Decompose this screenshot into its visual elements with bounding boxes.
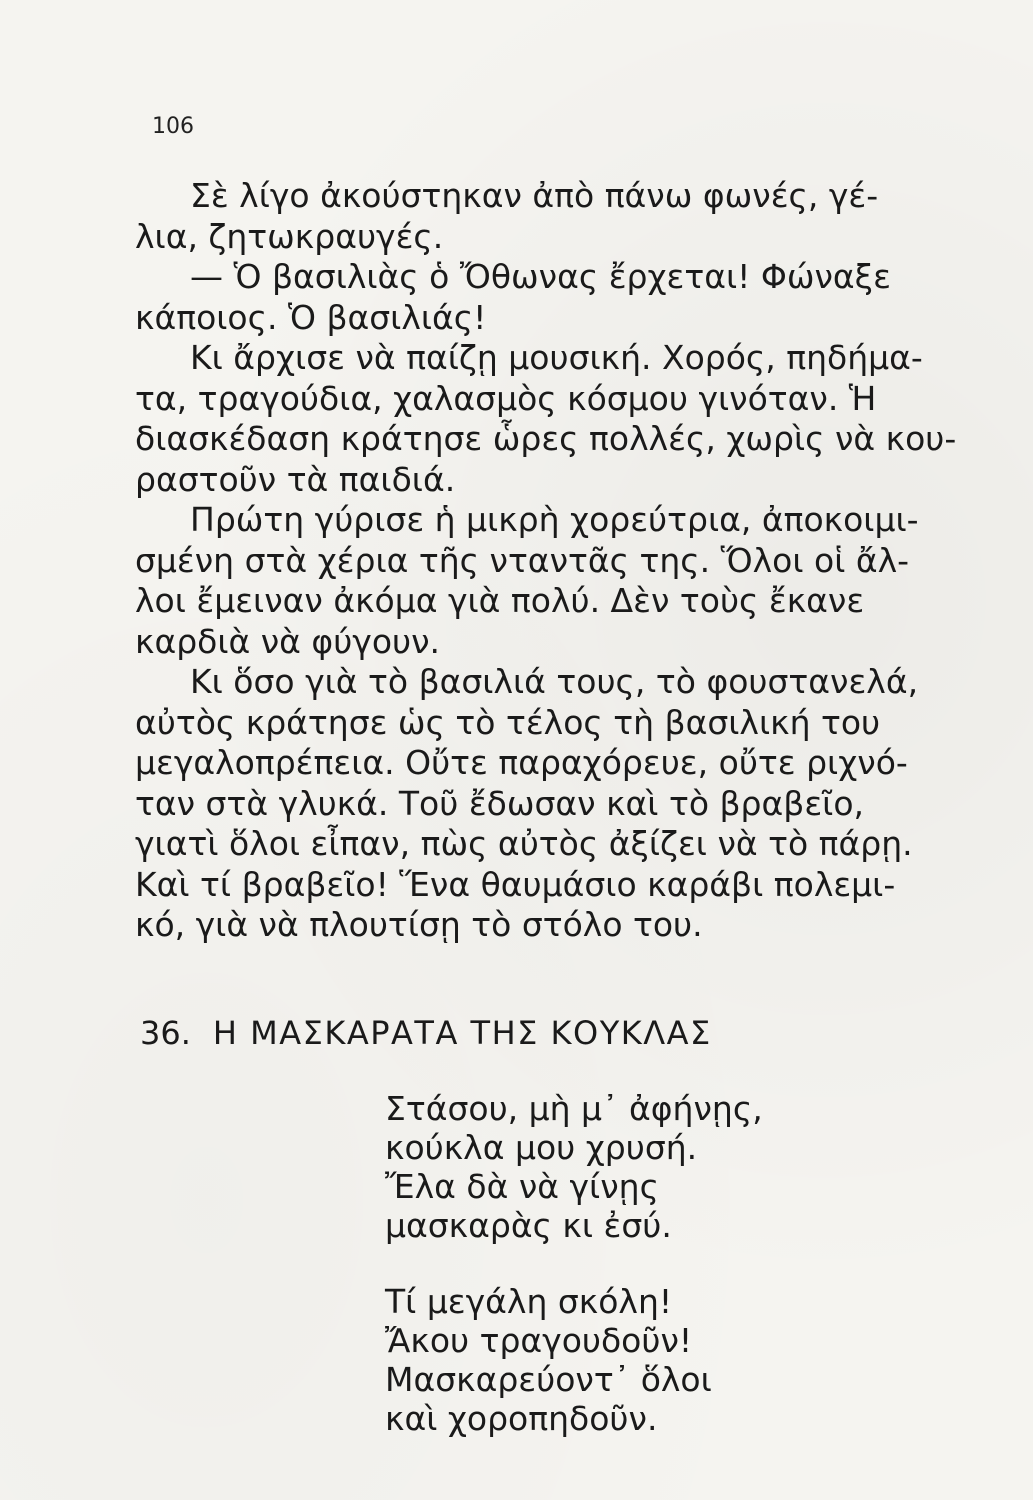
prose-line: διασκέδαση κράτησε ὧρες πολλές, χωρὶς νὰ κου-: [135, 419, 957, 458]
prose-line: καρδιὰ νὰ φύγουν.: [135, 621, 441, 661]
prose-line: αὐτὸς κράτησε ὡς τὸ τέλος τὴ βασιλική του: [135, 702, 881, 742]
poem-stanza: [385, 1282, 763, 1438]
poem-line: μασκαρὰς κι ἐσύ.: [385, 1206, 672, 1245]
prose-line: λια, ζητωκραυγές.: [135, 216, 444, 256]
prose-line: ραστοῦν τὰ παιδιά.: [135, 459, 456, 499]
prose-line: τα, τραγούδια, χαλασμὸς κόσμου γινόταν. Ἡ: [135, 378, 877, 418]
poem-line: Ἔλα δὰ νὰ γίνῃς: [385, 1167, 659, 1206]
page-number: 106: [152, 114, 194, 139]
prose-line: σμένη στὰ χέρια τῆς νταντᾶς της. Ὅλοι οἱ ἄλ-: [135, 540, 910, 580]
prose-line: γιατὶ ὅλοι εἶπαν, πὼς αὐτὸς ἀξίζει νὰ τὸ πάρῃ.: [135, 824, 913, 863]
poem-line: Τί μεγάλη σκόλη!: [385, 1282, 673, 1321]
prose-line: κό, γιὰ νὰ πλουτίσῃ τὸ στόλο του.: [135, 905, 703, 944]
prose-body: [135, 176, 1000, 946]
poem-line: καὶ χοροπηδοῦν.: [385, 1399, 658, 1438]
prose-line: μεγαλοπρέπεια. Οὔτε παραχόρευε, οὔτε ριχνό-: [135, 743, 908, 782]
chapter-heading: [140, 1014, 712, 1052]
poem: [385, 1089, 763, 1438]
prose-line: Καὶ τί βραβεῖο! Ἕνα θαυμάσιο καράβι πολεμι-: [135, 864, 896, 904]
stanza-gap: [385, 1245, 763, 1282]
chapter-title: Η ΜΑΣΚΑΡΑΤΑ ΤΗΣ ΚΟΥΚΛΑΣ: [212, 1014, 712, 1052]
chapter-number: 36.: [140, 1014, 191, 1052]
prose-line: — Ὁ βασιλιὰς ὁ Ὄθωνας ἔρχεται! Φώναξε: [190, 257, 891, 296]
poem-line: κούκλα μου χρυσή.: [385, 1128, 698, 1167]
poem-line: Μασκαρεύοντ᾽ ὅλοι: [385, 1360, 712, 1399]
prose-line: Κι ὅσο γιὰ τὸ βασιλιά τους, τὸ φουστανελά,: [190, 662, 919, 701]
poem-line: Ἄκου τραγουδοῦν!: [385, 1321, 693, 1360]
prose-line: κάποιος. Ὁ βασιλιάς!: [135, 297, 487, 337]
prose-line: Κι ἄρχισε νὰ παίζῃ μουσική. Χορός, πηδήμα-: [190, 338, 923, 377]
poem-stanza: [385, 1089, 763, 1245]
prose-line: Πρώτη γύρισε ἡ μικρὴ χορεύτρια, ἀποκοιμι-: [190, 500, 919, 539]
poem-line: Στάσου, μὴ μ᾽ ἀφήνῃς,: [385, 1089, 763, 1128]
prose-line: λοι ἔμειναν ἀκόμα γιὰ πολύ. Δὲν τοὺς ἔκανε: [135, 581, 865, 620]
prose-line: ταν στὰ γλυκά. Τοῦ ἔδωσαν καὶ τὸ βραβεῖο,: [135, 783, 864, 823]
prose-line: Σὲ λίγο ἀκούστηκαν ἀπὸ πάνω φωνές, γέ-: [190, 176, 879, 215]
